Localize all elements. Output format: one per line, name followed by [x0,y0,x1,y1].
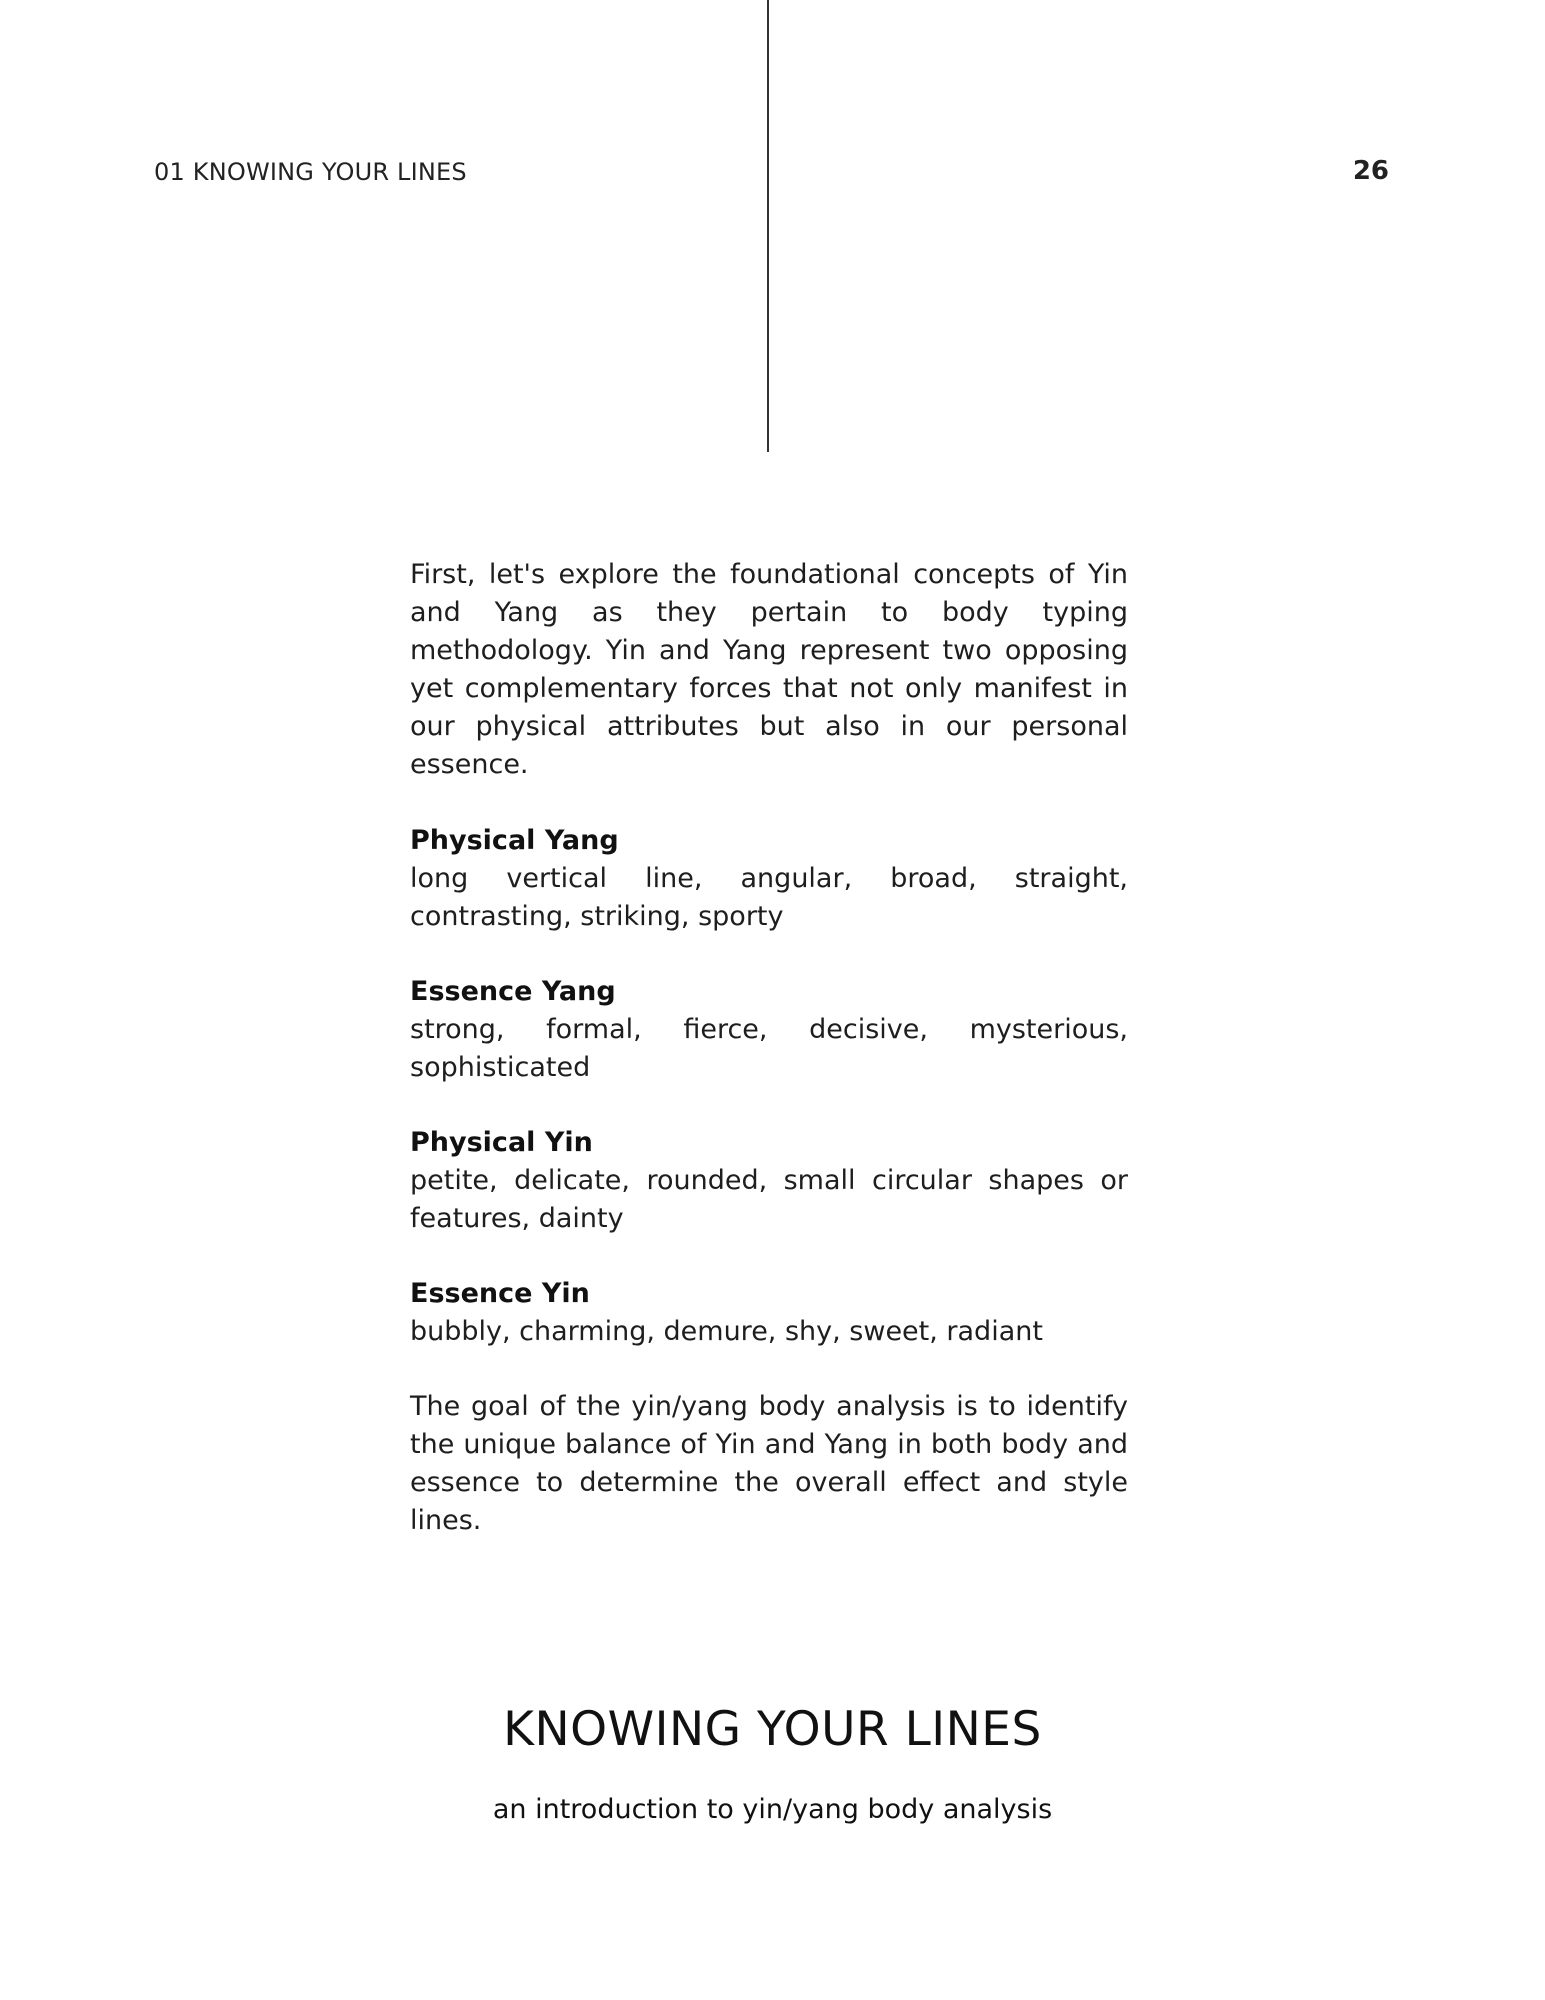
term-physical-yin [410,1124,1128,1238]
chapter-title: KNOWING YOUR LINES [503,1702,1042,1757]
vertical-divider [767,0,769,452]
term-essence-yin [410,1275,1128,1351]
term-physical-yang [410,822,1128,936]
term-description: bubbly, charming, demure, shy, sweet, radiant [410,1316,1043,1347]
term-title: Physical Yin [410,1127,593,1158]
chapter-subtitle: an introduction to yin/yang body analysis [492,1794,1053,1825]
term-essence-yang [410,973,1128,1087]
term-description: long vertical line, angular, broad, straight, contrasting, striking, sporty [410,863,1128,932]
term-description: petite, delicate, rounded, small circular shapes or features, dainty [410,1165,1128,1234]
term-title: Essence Yang [410,976,616,1007]
term-title: Physical Yang [410,825,619,856]
term-description: strong, formal, fierce, decisive, mysterious, sophisticated [410,1014,1128,1083]
body-text [410,556,1128,1540]
section-header: 01 KNOWING YOUR LINES [154,158,467,186]
page-number: 26 [1352,156,1389,186]
closing-paragraph: The goal of the yin/yang body analysis is to identify the unique balance of Yin and Yang in both body and essence to determine the overall effect and style lines. [410,1391,1128,1536]
term-title: Essence Yin [410,1278,590,1309]
intro-paragraph: First, let's explore the foundational concepts of Yin and Yang as they pertain to body typing methodology. Yin and Yang represent two opposing yet complementary forces that not only manifest in our physical attributes but also in our personal essence. [410,559,1128,780]
